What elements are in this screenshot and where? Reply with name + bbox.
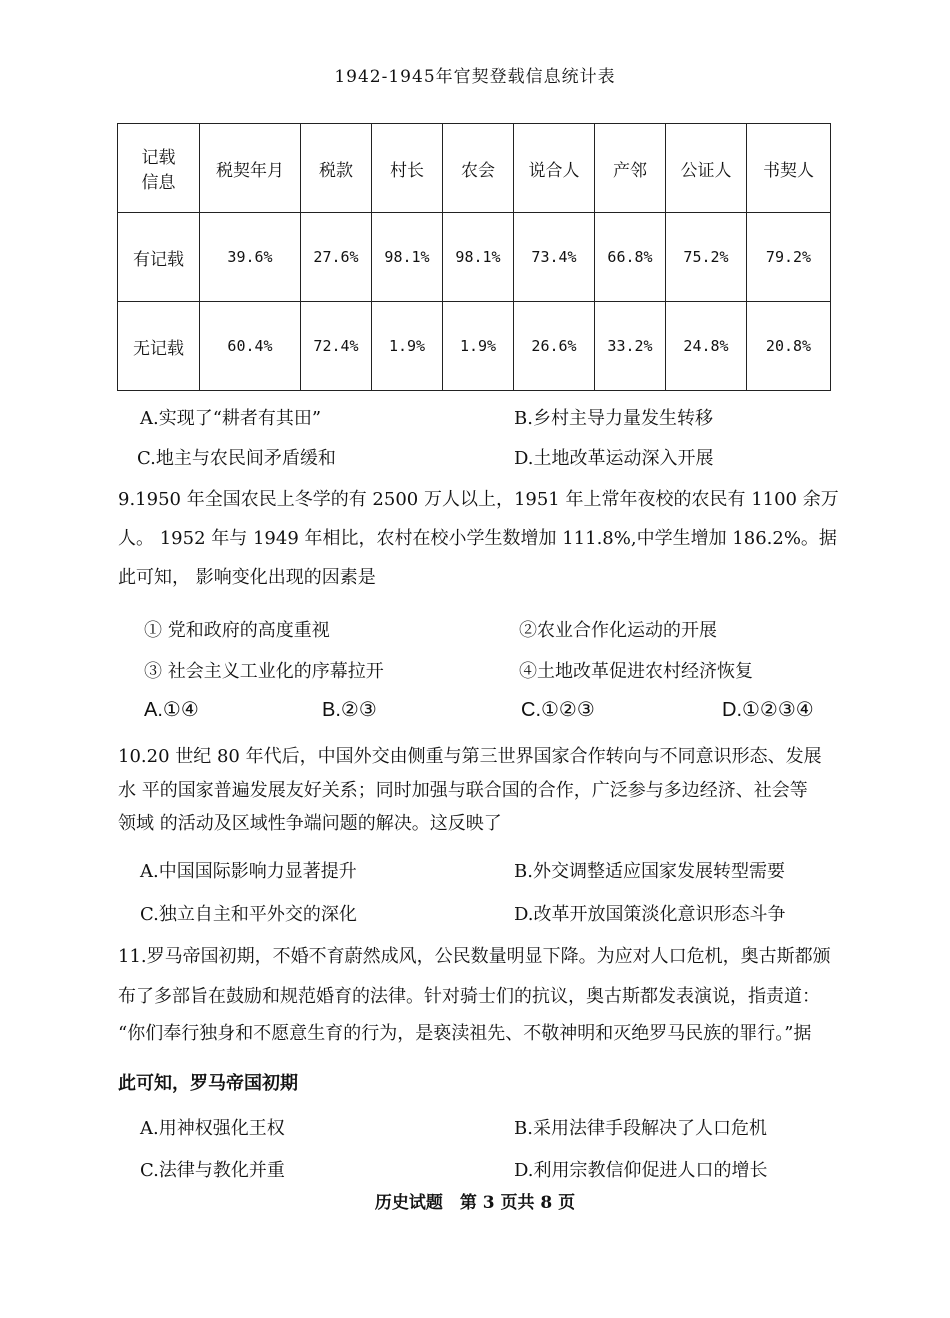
q8-option-c: C.地主与农民间矛盾缓和	[137, 448, 336, 469]
q11-option-c: C.法律与教化并重	[140, 1160, 285, 1181]
table-cell: 27.6%	[301, 213, 372, 302]
table-corner-cell	[118, 124, 200, 213]
table-title: 1942-1945年官契登载信息统计表	[334, 67, 616, 87]
table-cell: 79.2%	[747, 213, 831, 302]
q9-option-d: D.①②③④	[722, 699, 814, 721]
q10-stem-line-2: 水 平的国家普遍发展友好关系；同时加强与联合国的合作，广泛参与多边经济、社会等	[118, 780, 808, 801]
table-cell: 98.1%	[372, 213, 443, 302]
table-cell: 73.4%	[514, 213, 595, 302]
page-footer: 历史试题 第 3 页共 8 页	[374, 1193, 576, 1213]
q9-stem-line-2: 人。 1952 年与 1949 年相比，农村在校小学生数增加 111.8%,中学生增加 186.2%。据	[118, 528, 837, 549]
q9-option-b: B.②③	[322, 699, 377, 721]
table-cell: 72.4%	[301, 302, 372, 391]
table-cell: 66.8%	[595, 213, 666, 302]
table-header-row	[118, 124, 831, 213]
table-cell: 33.2%	[595, 302, 666, 391]
table-row	[118, 213, 831, 302]
table-header-cell: 书契人	[747, 124, 831, 213]
table-cell: 1.9%	[372, 302, 443, 391]
table-row	[118, 302, 831, 391]
table-cell: 20.8%	[747, 302, 831, 391]
table-header-cell: 税款	[301, 124, 372, 213]
q10-option-b: B.外交调整适应国家发展转型需要	[514, 861, 785, 882]
q8-option-b: B.乡村主导力量发生转移	[514, 408, 713, 429]
table-cell: 24.8%	[666, 302, 747, 391]
table-header-cell: 产邻	[595, 124, 666, 213]
table-cell: 75.2%	[666, 213, 747, 302]
q9-item-3: ③ 社会主义工业化的序幕拉开	[144, 661, 384, 682]
row-label: 无记载	[118, 302, 200, 391]
q9-option-c: C.①②③	[521, 699, 595, 721]
table-cell: 26.6%	[514, 302, 595, 391]
table-cell: 1.9%	[443, 302, 514, 391]
q11-stem-line-3: “你们奉行独身和不愿意生育的行为，是亵渎祖先、不敬神明和灭绝罗马民族的罪行。”据	[118, 1023, 812, 1044]
q10-option-d: D.改革开放国策淡化意识形态斗争	[514, 904, 786, 925]
q11-stem-line-4: 此可知，罗马帝国初期	[118, 1073, 298, 1094]
table-header-cell: 村长	[372, 124, 443, 213]
q8-option-a: A.实现了“耕者有其田”	[140, 408, 322, 429]
table-cell: 39.6%	[200, 213, 301, 302]
table-header-cell: 农会	[443, 124, 514, 213]
q11-option-b: B.采用法律手段解决了人口危机	[514, 1118, 767, 1139]
row-label: 有记载	[118, 213, 200, 302]
q10-stem-line-3: 领域 的活动及区域性争端问题的解决。这反映了	[118, 813, 502, 834]
table-header-cell: 税契年月	[200, 124, 301, 213]
q11-option-a: A.用神权强化王权	[140, 1118, 285, 1139]
q11-stem-line-2: 布了多部旨在鼓励和规范婚育的法律。针对骑士们的抗议，奥古斯都发表演说，指责道：	[118, 986, 820, 1007]
q9-stem-line-1: 9.1950 年全国农民上冬学的有 2500 万人以上，1951 年上常年夜校的农民有 1100 余万	[118, 489, 839, 510]
q10-stem-line-1: 10.20 世纪 80 年代后，中国外交由侧重与第三世界国家合作转向与不同意识形态、发展	[118, 746, 822, 767]
corner-line-2: 信息	[141, 173, 176, 193]
q10-option-c: C.独立自主和平外交的深化	[140, 904, 357, 925]
q9-stem-line-3: 此可知， 影响变化出现的因素是	[118, 567, 376, 588]
q9-option-a: A.①④	[144, 699, 199, 721]
table-header-cell: 说合人	[514, 124, 595, 213]
q11-option-d: D.利用宗教信仰促进人口的增长	[514, 1160, 768, 1181]
q9-item-4: ④土地改革促进农村经济恢复	[519, 661, 753, 682]
q9-item-1: ① 党和政府的高度重视	[144, 620, 330, 641]
table-cell: 98.1%	[443, 213, 514, 302]
q9-item-2: ②农业合作化运动的开展	[519, 620, 717, 641]
corner-line-1: 记载	[141, 148, 176, 168]
table-header-cell: 公证人	[666, 124, 747, 213]
q8-option-d: D.土地改革运动深入开展	[514, 448, 714, 469]
q11-stem-line-1: 11.罗马帝国初期，不婚不育蔚然成风，公民数量明显下降。为应对人口危机，奥古斯都颁	[118, 946, 831, 967]
table-cell: 60.4%	[200, 302, 301, 391]
stats-table	[117, 123, 831, 391]
q10-option-a: A.中国国际影响力显著提升	[140, 861, 357, 882]
